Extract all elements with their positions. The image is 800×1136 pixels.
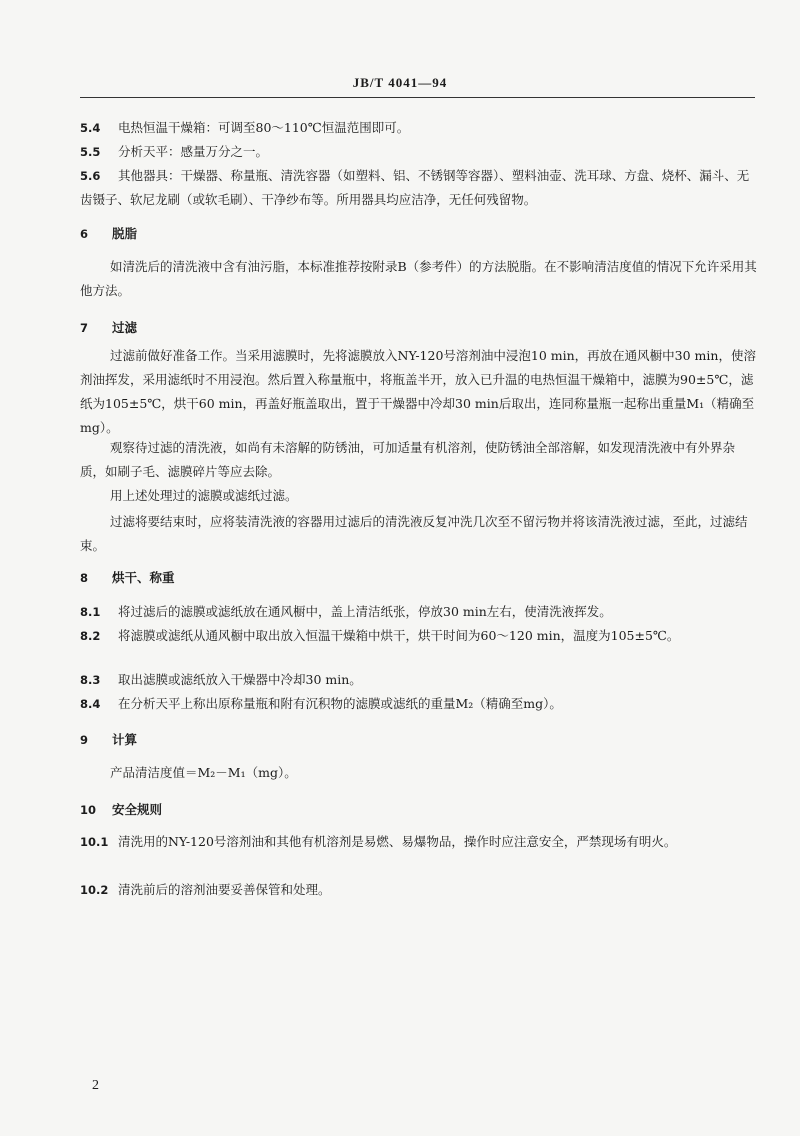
section-title: 过滤 (112, 320, 138, 335)
clause-text: 将过滤后的滤膜或滤纸放在通风橱中，盖上清洁纸张，停放30 min左右，使清洗液挥发。 (118, 604, 612, 619)
clause-8-4 (80, 692, 760, 716)
section-title: 安全规则 (112, 802, 163, 817)
clause-text: 电热恒温干燥箱：可调至80～110℃恒温范围即可。 (118, 120, 410, 135)
clause-text: 清洗用的NY-120号溶剂油和其他有机溶剂是易燃、易爆物品，操作时应注意安全，严禁现场有明火。 (118, 834, 677, 849)
section-7-para-1: 过滤前做好准备工作。当采用滤膜时，先将滤膜放入NY-120号溶剂油中浸泡10 min，再放在通风橱中30 min，使溶剂油挥发，采用滤纸时不用浸泡。然后置入称量瓶中，将瓶盖半开，放入已升温的电热恒温干燥箱中，滤膜为90±5℃，滤纸为105±5℃，烘干60 min，再盖好瓶盖取出，置于干燥器中冷却30 min后取出，连同称量瓶一起称出重量M₁（精确至mg）。 (80, 348, 756, 435)
clause-text: 将滤膜或滤纸从通风橱中取出放入恒温干燥箱中烘干，烘干时间为60～120 min，温度为105±5℃。 (118, 628, 680, 643)
clause-text: 其他器具：干燥器、称量瓶、清洗容器（如塑料、铝、不锈钢等容器）、塑料油壶、洗耳球、方盘、烧杯、漏斗、无齿镊子、软尼龙刷（或软毛刷）、干净纱布等。所用器具均应洁净，无任何残留物。 (80, 168, 750, 207)
section-9-formula: 产品清洁度值＝M₂－M₁（mg）。 (110, 765, 297, 780)
section-7-para-4: 过滤将要结束时，应将装清洗液的容器用过滤后的清洗液反复冲洗几次至不留污物并将该清洗液过滤，至此，过滤结束。 (80, 514, 748, 553)
section-title: 烘干、称重 (112, 570, 175, 585)
clause-5-6 (80, 164, 760, 212)
clause-8-3 (80, 668, 760, 692)
clause-number: 5.5 (80, 145, 101, 159)
section-number: 10 (80, 803, 97, 817)
clause-number: 8.4 (80, 697, 101, 711)
section-7-para-2: 观察待过滤的清洗液，如尚有未溶解的防锈油，可加适量有机溶剂，使防锈油全部溶解，如发现清洗液中有外界杂质，如刷子毛、滤膜碎片等应去除。 (80, 440, 736, 479)
section-8-heading (80, 568, 175, 588)
clause-text: 取出滤膜或滤纸放入干燥器中冷却30 min。 (118, 672, 362, 687)
clause-number: 10.2 (80, 883, 109, 897)
section-9-heading (80, 730, 137, 750)
clause-number: 8.3 (80, 673, 101, 687)
section-6-body: 如清洗后的清洗液中含有油污脂，本标准推荐按附录B（参考件）的方法脱脂。在不影响清洁度值的情况下允许采用其他方法。 (80, 259, 757, 298)
clause-number: 5.4 (80, 121, 101, 135)
section-7-heading (80, 318, 137, 338)
section-7-para-3: 用上述处理过的滤膜或滤纸过滤。 (110, 488, 298, 503)
clause-5-5 (80, 140, 760, 164)
clause-8-1 (80, 600, 760, 624)
page-header: JB/T 4041—94 (352, 75, 448, 90)
section-10-heading (80, 800, 162, 820)
clause-text: 清洗前后的溶剂油要妥善保管和处理。 (118, 882, 331, 897)
clause-number: 10.1 (80, 835, 109, 849)
section-title: 计算 (112, 732, 138, 747)
section-number: 7 (80, 321, 89, 335)
section-6-heading (80, 224, 137, 244)
clause-number: 5.6 (80, 169, 101, 183)
header-rule (80, 97, 755, 98)
clause-8-2 (80, 624, 760, 648)
page-number: 2 (92, 1078, 99, 1093)
section-number: 8 (80, 571, 89, 585)
clause-text: 分析天平：感量万分之一。 (118, 144, 269, 159)
clause-number: 8.1 (80, 605, 101, 619)
clause-10-2 (80, 878, 760, 902)
clause-5-4 (80, 116, 760, 140)
section-number: 9 (80, 733, 89, 747)
clause-text: 在分析天平上称出原称量瓶和附有沉积物的滤膜或滤纸的重量M₂（精确至mg）。 (118, 696, 562, 711)
section-number: 6 (80, 227, 89, 241)
section-title: 脱脂 (112, 226, 138, 241)
clause-10-1 (80, 830, 760, 854)
clause-number: 8.2 (80, 629, 101, 643)
